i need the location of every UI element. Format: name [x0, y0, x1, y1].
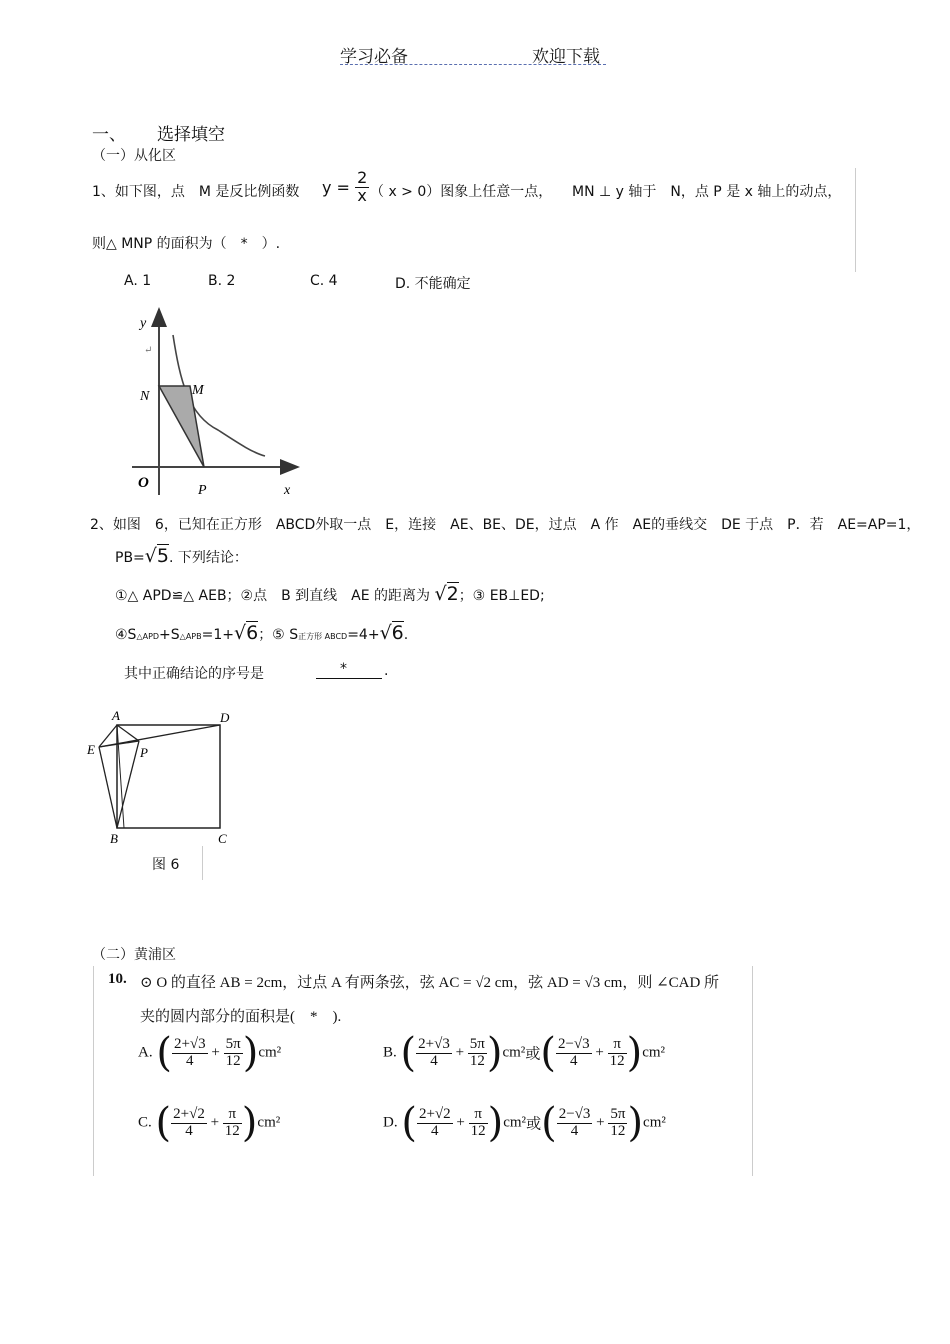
district-heading-1: （一）从化区 [92, 148, 176, 164]
q1-fraction [355, 170, 369, 205]
a-label: A [112, 708, 120, 723]
q10-number: 10. [108, 971, 127, 987]
q1-text-line2: 则△ MNP 的面积为（ * ）. [92, 236, 281, 252]
margin-rule-1 [855, 168, 856, 272]
q10-a-n1: 2+√3 [173, 1035, 206, 1052]
triangle-mnp [159, 386, 204, 467]
q2-answer-blank: * [340, 661, 347, 677]
q10-d-n1: 2+√2 [418, 1105, 451, 1122]
c-label: C [218, 831, 227, 846]
q10-text-line2: 夹的圆内部分的面积是( * ). [140, 1009, 342, 1025]
x-label: x [284, 483, 291, 498]
segment-pb [117, 741, 139, 828]
q1-option-b: B. 2 [208, 273, 236, 289]
q1-condition: （ x > 0）图象上任意一点， [370, 184, 553, 200]
q10-option-b: B. ( $\frac{2+√3}{4}$ + $\frac{5\pi}{12}$ )cm²或( $\frac{2-√3}{4}$ + $\frac{\pi}{12}$ )cm² [383, 1030, 666, 1076]
q10-a-d2: 12 [225, 1052, 241, 1069]
q10-d-d2: 12 [470, 1122, 486, 1139]
q2-c5-sqrt: √6 [379, 622, 404, 644]
q10-b-n3: 2−√3 [557, 1035, 590, 1052]
q10-b-or: 或 [525, 1046, 541, 1063]
q10-a-n2: 5π [225, 1035, 241, 1052]
q2-c1-tail: ；③ EB⊥ED; [458, 588, 545, 604]
segment-eb [99, 747, 117, 828]
o-label: O [138, 475, 149, 491]
q2-pb-row [115, 545, 248, 567]
q10-b-d3: 4 [570, 1052, 578, 1069]
q10-b-n2: 5π [469, 1035, 485, 1052]
q1-function [322, 170, 369, 205]
q10-right-rule [752, 966, 753, 1176]
section-title: 选择填空 [157, 125, 225, 145]
q10-c-unit: cm² [257, 1114, 281, 1131]
q1-option-a: A. 1 [124, 273, 152, 289]
d-label: D [220, 710, 230, 725]
q10-d-d4: 12 [610, 1122, 626, 1139]
q10-option-c: C. ( $\frac{2+√2}{4}$ + $\frac{\pi}{12}$ )cm² [138, 1100, 281, 1146]
q10-d-label: D. [383, 1114, 398, 1131]
q10-b-n4: π [608, 1037, 627, 1054]
q2-c4-eq: =1+ [201, 627, 234, 643]
q2-c4-radicand: 6 [246, 622, 259, 644]
q2-c1-radicand: 2 [446, 583, 459, 605]
q10-d-n4: 5π [610, 1105, 626, 1122]
q10-c-n1: 2+√2 [173, 1105, 205, 1122]
header-left: 学习必备 [340, 47, 408, 67]
q1-option-c: C. 4 [310, 273, 338, 289]
q2-line1: 2、如图 6，已知在正方形 ABCD外取一点 E，连接 AE、BE、DE，过点 A 作 AE的垂线交 DE 于点 P．若 AE=AP=1， [90, 517, 921, 533]
q1-text-part2: MN ⊥ y 轴于 N，点 P 是 x 轴上的动点， [572, 184, 842, 200]
q10-c-n2: π [223, 1107, 242, 1124]
q10-c-d1: 4 [185, 1122, 193, 1139]
q10-a-d1: 4 [186, 1052, 194, 1069]
q10-b-unit2: cm² [642, 1044, 666, 1061]
q10-b-d1: 4 [430, 1052, 438, 1069]
q2-c4-sqrt: √6 [233, 622, 259, 644]
page-header [340, 42, 606, 65]
q10-option-d: D. ( $\frac{2+√2}{4}$ + $\frac{\pi}{12}$ )cm²或( $\frac{2-√3}{4}$ + $\frac{5\pi}{12}$ )cm² [383, 1100, 666, 1146]
q2-c4-s1: ④S [115, 627, 137, 643]
q2-ask-tail: . [384, 663, 389, 679]
q2-pb-radicand: 5 [156, 545, 169, 567]
q10-b-d2: 12 [469, 1052, 485, 1069]
q1-option-d: D. 不能确定 [395, 276, 471, 292]
q10-d-d3: 4 [570, 1122, 579, 1139]
district-heading-2: （二）黄浦区 [92, 947, 176, 963]
q2-pb-label: PB= [115, 550, 145, 566]
q2-conclusions-row1 [115, 583, 545, 605]
q2-c4-plus: +S [159, 627, 180, 643]
q2-c4-sub1: △APD [136, 632, 160, 641]
y-label: y [140, 316, 147, 331]
q2-answer-line [316, 678, 382, 679]
q10-c-label: C. [138, 1114, 152, 1131]
p-label: P [140, 745, 148, 760]
q1-frac-num: 2 [357, 168, 368, 187]
q2-pb-sqrt: √5 [144, 545, 169, 567]
q10-d-n3: 2−√3 [558, 1105, 591, 1122]
q1-text-part1: 1、如下图，点 M 是反比例函数 [92, 184, 300, 200]
e-label: E [87, 742, 95, 757]
q2-c1: ①△ APD≌△ AEB；②点 B 到直线 AE 的距离为 [115, 588, 431, 604]
q10-d-unit2: cm² [643, 1114, 666, 1131]
segment-ep [99, 741, 139, 747]
p-label: P [198, 483, 207, 498]
q10-a-label: A. [138, 1044, 153, 1061]
header-right: 欢迎下载 [532, 47, 600, 67]
q10-option-a: A. ( $\frac{2+√3}{4}$ + $\frac{5\pi}{12}$ )cm² [138, 1030, 282, 1076]
q10-d-n2: π [469, 1107, 488, 1124]
q10-a-unit: cm² [258, 1044, 282, 1061]
q10-d-d1: 4 [431, 1122, 439, 1139]
q2-c5-radicand: 6 [391, 622, 404, 644]
return-mark: ↵ [144, 345, 153, 356]
q10-b-label: B. [383, 1044, 397, 1061]
q2-c5-eq: =4+ [347, 627, 380, 643]
q2-c4-sep: ；⑤ S [258, 627, 299, 643]
q2-square-figure [84, 705, 244, 855]
q10-d-or: 或 [526, 1116, 542, 1133]
section-number: 一、 [92, 125, 126, 145]
b-label: B [110, 831, 118, 846]
q2-figure-caption: 图 6 [152, 857, 180, 873]
q10-b-n1: 2+√3 [418, 1035, 450, 1052]
q1-hyperbola-figure [128, 305, 308, 505]
caption-rule [202, 846, 203, 880]
segment-ap [117, 725, 139, 741]
q2-ask: 其中正确结论的序号是 [124, 666, 264, 682]
q2-c5-tail: . [403, 627, 409, 643]
q10-d-unit: cm² [503, 1114, 527, 1131]
q10-b-d4: 12 [609, 1052, 625, 1069]
q2-c1-sqrt: √2 [434, 583, 459, 605]
q10-c-d2: 12 [224, 1122, 240, 1139]
m-label: M [192, 383, 204, 398]
q1-frac-den: x [357, 185, 367, 205]
q2-pb-tail: . 下列结论： [168, 550, 248, 566]
q1-y-eq: y = [322, 177, 350, 197]
q10-left-rule [93, 966, 94, 1176]
q10-text-line1: ⊙ O 的直径 AB = 2cm，过点 A 有两条弦，弦 AC = √2 cm，弦 AD = √3 cm，则 ∠CAD 所 [140, 975, 720, 991]
q2-c4-sub2: △APB [179, 632, 202, 641]
q10-b-unit: cm² [502, 1044, 526, 1061]
q2-conclusions-row2 [115, 622, 408, 644]
q2-c5-sub: 正方形 ABCD [298, 632, 348, 641]
n-label: N [140, 389, 150, 404]
